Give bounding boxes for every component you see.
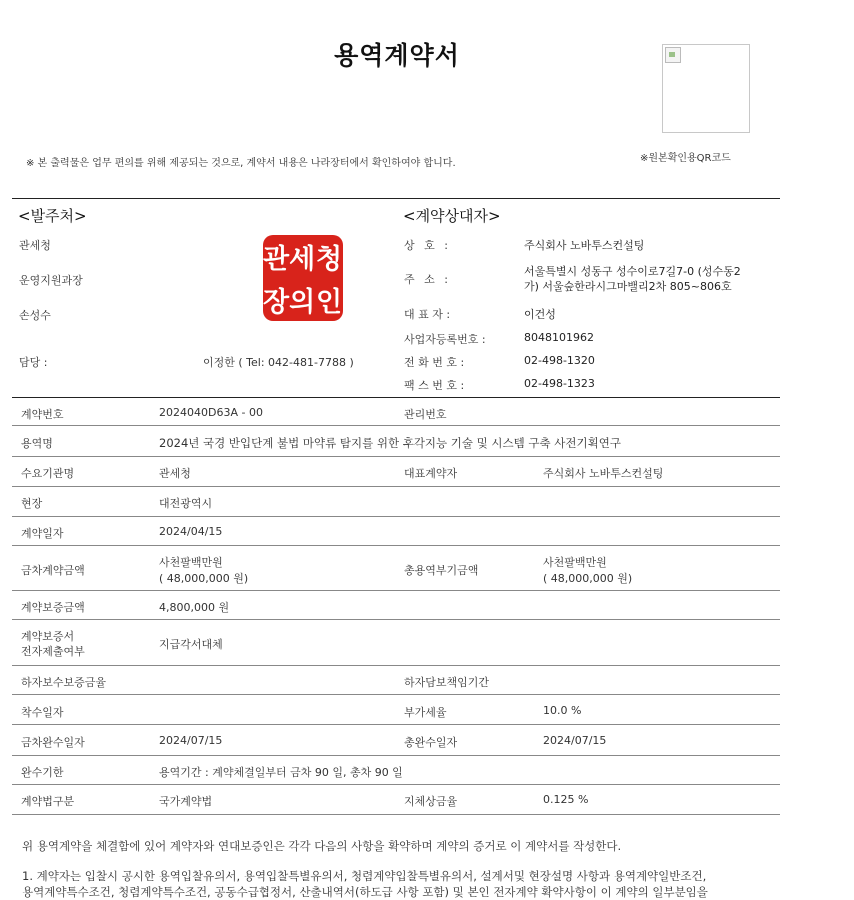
row-label: 전자제출여부: [21, 645, 85, 658]
total-completion-date: 2024/07/15: [543, 734, 607, 747]
contractor-label: 상 호 :: [404, 239, 451, 252]
completion-date: 2024/07/15: [159, 734, 223, 747]
bond-submission: 지급각서대체: [159, 638, 223, 651]
table-row: [12, 695, 780, 725]
contractor-fax: 02-498-1323: [524, 377, 595, 390]
orderer-contact-value: 이정한 ( Tel: 042-481-7788 ): [203, 356, 354, 369]
contract-law: 국가계약법: [159, 795, 213, 808]
contractor-label: 주 소 :: [404, 273, 451, 286]
row-label: 수요기관명: [21, 467, 75, 480]
table-row: [12, 517, 780, 546]
seal-char: 장의: [263, 287, 316, 318]
orderer-heading: <발주처>: [18, 207, 87, 225]
print-notice: ※ 본 출력물은 업무 편의를 위해 제공되는 것으로, 계약서 내용은 나라장터에서 확인하여야 합니다.: [26, 158, 456, 169]
divider: [12, 198, 780, 199]
table-row: [12, 725, 780, 756]
qr-code-image: [662, 44, 750, 133]
seal-char: 청: [316, 244, 343, 275]
row-label: 계약일자: [21, 527, 64, 540]
table-row: [12, 756, 780, 785]
broken-image-icon: [665, 47, 681, 63]
vat-rate: 10.0 %: [543, 704, 582, 717]
completion-limit: 용역기간 : 계약체결일부터 금차 90 일, 총차 90 일: [159, 766, 403, 779]
row-label: 금차완수일자: [21, 736, 85, 749]
orderer-dept: 운영지원과장: [19, 274, 83, 287]
contract-number: 2024040D63A - 00: [159, 406, 263, 419]
row-label: 계약보증서: [21, 630, 75, 643]
representative-contractor: 주식회사 노바투스컨설팅: [543, 467, 664, 480]
document-title: 용역계약서: [334, 41, 460, 70]
contract-date: 2024/04/15: [159, 525, 223, 538]
bond-amount: 4,800,000 원: [159, 601, 230, 614]
contract-statement: 위 용역계약을 체결함에 있어 계약자와 연대보증인은 각각 다음의 사항을 확약하며 계약의 증거로 이 계약서를 작성한다.: [22, 839, 622, 853]
row-label: 하자보수보증금율: [21, 676, 107, 689]
row-label: 계약보증금액: [21, 601, 85, 614]
row-label: 현장: [21, 497, 43, 510]
contractor-address-line2: 가) 서울숲한라시그마밸리2차 805~806호: [524, 280, 732, 293]
row-label: 하자담보책임기간: [404, 676, 490, 689]
qr-label: ※원본확인용QR코드: [640, 153, 731, 164]
row-label: 착수일자: [21, 706, 64, 719]
row-label: 계약번호: [21, 408, 64, 421]
row-label: 총용역부기금액: [404, 564, 479, 577]
clause-item: 용역계약특수조건, 청렴계약특수조건, 공동수급협정서, 산출내역서(하도급 사항 포함) 및 본인 전자계약 확약사항이 이 계약의 일부분임을: [22, 885, 708, 899]
row-label: 관리번호: [404, 408, 447, 421]
table-row: [12, 546, 780, 591]
row-label: 지체상금율: [404, 795, 458, 808]
contractor-phone: 02-498-1320: [524, 354, 595, 367]
row-label: 총완수일자: [404, 736, 458, 749]
row-label: 완수기한: [21, 766, 64, 779]
total-amount-korean: 사천팔백만원: [543, 556, 607, 569]
row-label: 부가세율: [404, 706, 447, 719]
amount-korean: 사천팔백만원: [159, 556, 223, 569]
contractor-heading: <계약상대자>: [403, 207, 501, 225]
contractor-label: 사업자등록번호 :: [404, 333, 486, 346]
row-label: 계약법구분: [21, 795, 75, 808]
contractor-ceo: 이건성: [524, 308, 556, 321]
orderer-person: 손성수: [19, 309, 51, 322]
seal-char: 인: [316, 287, 343, 318]
contractor-bizno: 8048101962: [524, 331, 594, 344]
contractor-label: 전 화 번 호 :: [404, 356, 465, 369]
row-label: 대표계약자: [404, 467, 458, 480]
amount-number: ( 48,000,000 원): [159, 572, 249, 585]
row-label: 금차계약금액: [21, 564, 85, 577]
table-row: [12, 487, 780, 517]
table-row: [12, 398, 780, 426]
table-row: [12, 457, 780, 487]
row-label: 용역명: [21, 437, 53, 450]
total-amount-number: ( 48,000,000 원): [543, 572, 633, 585]
table-row: [12, 591, 780, 620]
orderer-org: 관세청: [19, 239, 51, 252]
service-name: 2024년 국경 반입단계 불법 마약류 탐지를 위한 후각지능 기술 및 시스템 구축 사전기획연구: [159, 436, 621, 450]
site: 대전광역시: [159, 497, 213, 510]
table-row: [12, 620, 780, 666]
official-seal-stamp: [263, 235, 343, 321]
orderer-contact-label: 담당 :: [19, 356, 48, 369]
table-row: [12, 785, 780, 815]
contractor-label: 팩 스 번 호 :: [404, 379, 465, 392]
clause-item: 1. 계약자는 입찰시 공시한 용역입찰유의서, 용역입찰특별유의서, 청렴계약입찰특별유의서, 설계서및 현장설명 사항과 용역계약일반조건,: [22, 869, 707, 883]
contractor-company: 주식회사 노바투스컨설팅: [524, 239, 645, 252]
delay-rate: 0.125 %: [543, 793, 589, 806]
table-row: [12, 666, 780, 695]
seal-char: 관세: [263, 244, 316, 275]
contractor-label: 대 표 자 :: [404, 308, 451, 321]
contractor-address: 서울특별시 성동구 성수이로7길7-0 (성수동2: [524, 265, 741, 278]
table-row: [12, 426, 780, 457]
demand-agency: 관세청: [159, 467, 191, 480]
